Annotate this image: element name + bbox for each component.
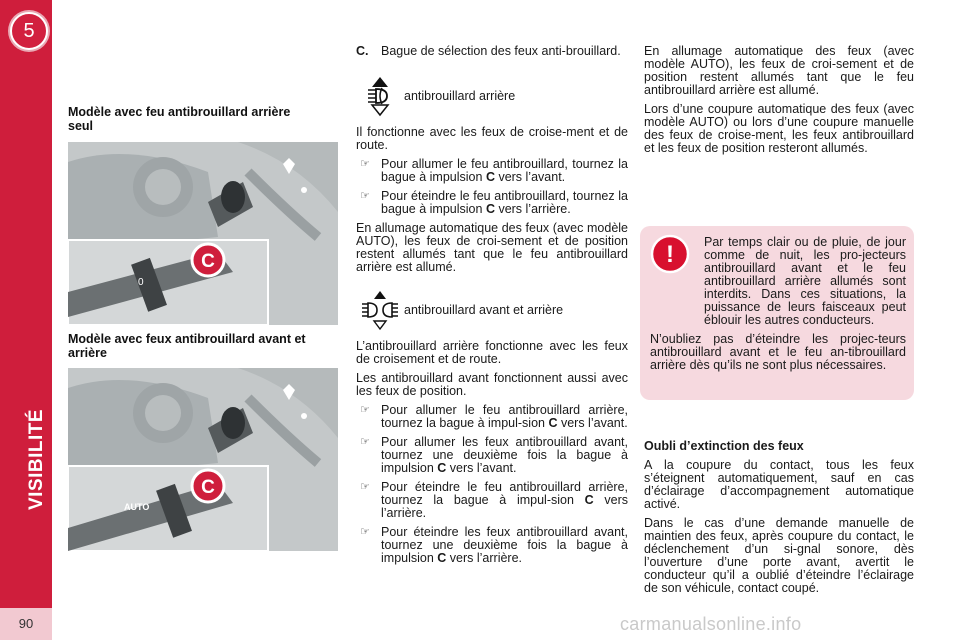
hand-pointer-icon: ☞	[360, 404, 370, 416]
auto-label: AUTO	[124, 502, 150, 512]
photo-lever-front-rear-fog	[68, 368, 338, 551]
icon2-caption: antibrouillard avant et arrière	[404, 302, 564, 317]
bullet-item: ☞ Pour éteindre le feu antibrouillard arrière, tournez la bague à impul-sion C vers l’arrière.	[360, 480, 628, 520]
callout-c-2: C	[201, 477, 215, 498]
mid-p2: En allumage automatique des feux (avec modèle AUTO), les feux de croi-sement et de position restent allumés tant que le feu antibrouillard arrière est allumé.	[356, 221, 628, 274]
warning-box	[640, 226, 914, 400]
warning-p2: N’oubliez pas d’éteindre les projec-teurs antibrouillard avant et le feu an-tibrouillard arrière dès qu’ils ne sont plus nécessaires.	[650, 332, 906, 372]
icon-row-rear-fog	[356, 72, 628, 120]
lever-illustration-2	[68, 368, 338, 551]
section-title: VISIBILITÉ	[26, 408, 47, 510]
watermark: carmanualsonline.info	[620, 614, 802, 634]
right-p1: En allumage automatique des feux (avec modèle AUTO), les feux de croi-sement et de position restent allumés tant que le feu antibrouillard arrière est allumé.	[644, 44, 914, 97]
bullet-item: ☞ Pour éteindre le feu antibrouillard, tournez la bague à impulsion C vers l’arrière.	[360, 189, 628, 216]
right-column-top	[644, 45, 914, 161]
rear-fog-symbol-icon	[356, 75, 404, 117]
hand-pointer-icon: ☞	[360, 158, 370, 170]
photo-lever-rear-fog	[68, 142, 338, 325]
warning-p1: Par temps clair ou de pluie, de jour comme de nuit, les pro-jecteurs antibrouillard avant et le feu antibrouillard arrière allumés sont interdits. Dans ces situations, la puissance de leurs faisceaux peut éblouir les autres conducteurs.	[704, 235, 906, 327]
icon-row-front-rear-fog	[356, 286, 628, 334]
warning-text	[650, 236, 906, 378]
callout-c-1: C	[201, 251, 215, 272]
item-c	[356, 45, 628, 58]
bullet-item: ☞ Pour allumer le feu antibrouillard arrière, tournez la bague à impul-sion C vers l’avant.	[360, 403, 628, 430]
heading-forgot-lights: Oubli d’extinction des feux	[644, 439, 804, 453]
right-p3: A la coupure du contact, tous les feux s’éteignent automatiquement, sauf en cas d’éclairage d’accompagnement automatique activé.	[644, 458, 914, 511]
hand-pointer-icon: ☞	[360, 190, 370, 202]
item-c-label: C.	[356, 44, 369, 58]
hand-pointer-icon: ☞	[360, 481, 370, 493]
icon1-caption: antibrouillard arrière	[404, 88, 516, 103]
mid-p3: L’antibrouillard arrière fonctionne avec les feux de croisement et de route.	[356, 339, 628, 366]
heading-rear-fog-only: Modèle avec feu antibrouillard arrière seul	[68, 105, 291, 133]
lever-zero-label: 0	[138, 277, 144, 288]
right-p2: Lors d’une coupure automatique des feux (avec modèle AUTO) ou lors d’une coupure manuelle des feux de croise-ment, les feux antibrouillard et les feux de position resteront allumés.	[644, 102, 914, 155]
lever-illustration-1	[68, 142, 338, 325]
heading-front-rear-fog: Modèle avec feux antibrouillard avant et arrière	[68, 332, 306, 360]
bullet-item: ☞ Pour allumer les feux antibrouillard avant, tournez une deuxième fois la bague à impulsion C vers l’avant.	[360, 435, 628, 475]
right-p4: Dans le cas d’une demande manuelle de maintien des feux, après coupure du contact, le déclenchement d’un si-gnal sonore, dès l’ouverture d’une porte avant, avertit le conducteur qu’il a oublié d’éteindre l’éclairage de son véhicule, contact coupé.	[644, 516, 914, 595]
mid-p4: Les antibrouillard avant fonctionnent aussi avec les feux de position.	[356, 371, 628, 398]
chapter-sidebar	[0, 0, 52, 640]
bullet-item: ☞ Pour allumer le feu antibrouillard, tournez la bague à impulsion C vers l’avant.	[360, 157, 628, 184]
chapter-number-badge: 5	[10, 12, 48, 50]
bullet-item: ☞ Pour éteindre les feux antibrouillard avant, tournez une deuxième fois la bague à impulsion C vers l’arrière.	[360, 525, 628, 565]
item-c-text: Bague de sélection des feux anti-brouillard.	[381, 44, 621, 58]
mid-p1: Il fonctionne avec les feux de croise-ment et de route.	[356, 125, 628, 152]
hand-pointer-icon: ☞	[360, 526, 370, 538]
front-rear-fog-symbol-icon	[356, 289, 404, 331]
svg-text:!: !	[666, 241, 674, 268]
page-number: 90	[0, 608, 52, 640]
right-column-bottom	[644, 440, 914, 601]
middle-column	[356, 45, 628, 571]
hand-pointer-icon: ☞	[360, 436, 370, 448]
